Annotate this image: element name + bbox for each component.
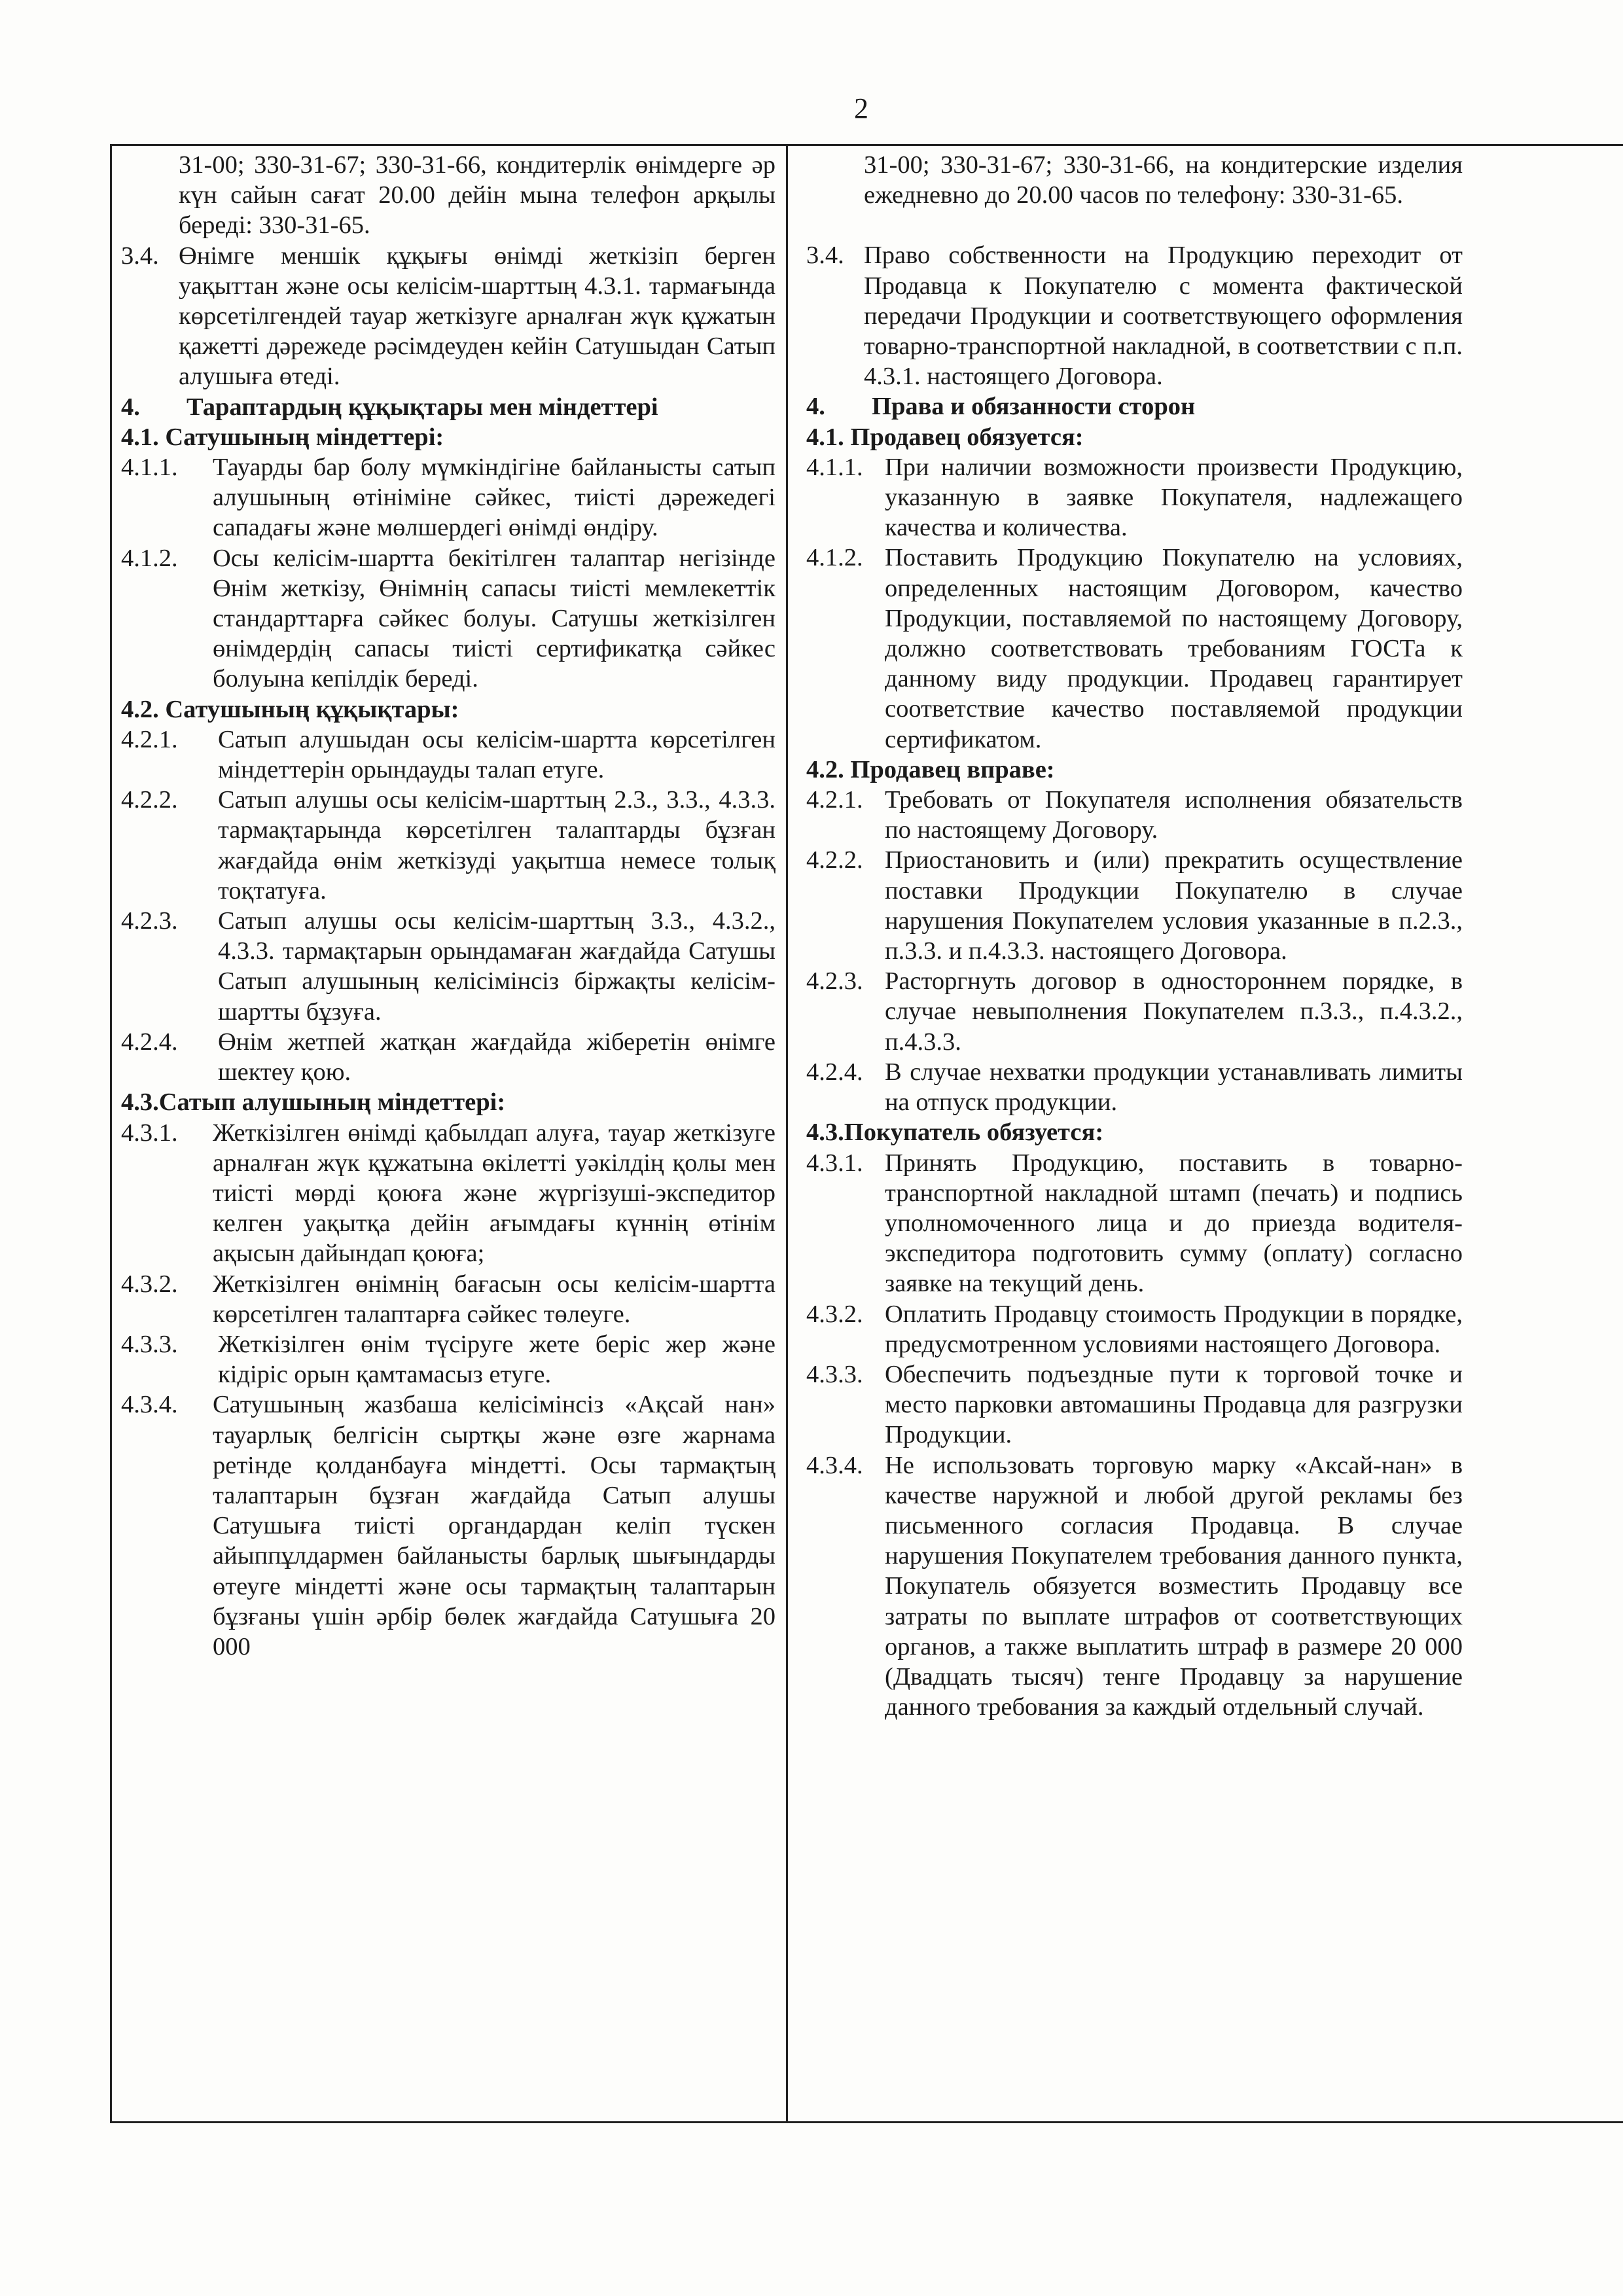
clause-4-3-1-ru: 4.3.1. Принять Продукцию, поставить в товарно-транспортной накладной штамп (печать) и подпись уполномоченного лица и до приезда водителя-экспедитора подготовить сумму (оплату) согласно заявке на текущий день. xyxy=(806,1149,1463,1298)
clause-4-3-4-ru: 4.3.4. Не использовать торговую марку «Аксай-нан» в качестве наружной и любой другой рекламы без письменного согласия Продавца. В случае нарушения Покупателем требования данного пункта, Покупатель обязуется возместить Продавцу все затраты по выплате штрафов от соответствующих органов, а также выплатить штраф в размере 20 000 (Двадцать тысяч) тенге Продавцу за нарушение данного требования за каждый отдельный случай. xyxy=(806,1451,1463,1721)
section-4-1-heading: 4.1. Сатушының міндеттері: xyxy=(121,423,444,451)
clause-4-1-2-ru: 4.1.2. Поставить Продукцию Покупателю на условиях, определенных настоящим Договором, качество Продукции, поставляемой по настоящему Договору, должно соответствовать требованиям ГОСТа к данному виду продукции. Продавец гарантирует соответствие качество поставляемой продукции сертификатом. xyxy=(806,544,1463,753)
kazakh-column xyxy=(112,146,786,2121)
clause-4-3-4: 4.3.4. Сатушының жазбаша келісімінсіз «Ақсай нан» тауарлық белгісін сыртқы және өзге жарнама ретінде қолданбауға міндетті. Осы тармақтың талаптарын бұзған жағдайда Сатып алушы Сатушыға тиісті органдардан келіп түскен айыппұлдармен байланысты барлық шығындарды өтеуге міндетті және осы тармақтың талаптарын бұзғаны үшін әрбір бөлек жағдайда Сатушыға 20 000 xyxy=(121,1391,776,1660)
clause-4-2-1-ru: 4.2.1. Требовать от Покупателя исполнения обязательств по настоящему Договору. xyxy=(806,786,1463,844)
section-4-2-heading: 4.2. Сатушының құқықтары: xyxy=(121,695,459,723)
clause-4-2-3-ru: 4.2.3. Расторгнуть договор в одностороннем порядке, в случае невыполнения Покупателем п.3.3., п.4.3.2., п.4.3.3. xyxy=(806,967,1463,1056)
clause-4-2-2: 4.2.2. Сатып алушы осы келісім-шарттың 2.3., 3.3., 4.3.3. тармақтарында көрсетілген талаптарды бұзған жағдайда өнім жеткізуді уақытша немесе толық тоқтатуға. xyxy=(121,786,776,905)
clause-4-2-1: 4.2.1. Сатып алушыдан осы келісім-шартта көрсетілген міндеттерін орындауды талап етуге. xyxy=(121,725,776,784)
section-4-heading: 4. Тараптардың құқықтары мен міндеттері xyxy=(121,393,658,421)
section-4-heading-ru: 4. Права и обязанности сторон xyxy=(806,393,1196,421)
contract-table xyxy=(110,144,1623,2123)
clause-4-3-3: 4.3.3. Жеткізілген өнім түсіруге жете беріс жер және кідіріс орын қамтамасыз етуге. xyxy=(121,1330,776,1389)
clause-4-2-2-ru: 4.2.2. Приостановить и (или) прекратить осуществление поставки Продукции Покупателю в случае нарушения Покупателем условия указанные в п.2.3., п.3.3. и п.4.3.3. настоящего Договора. xyxy=(806,846,1463,965)
section-4-1-heading-ru: 4.1. Продавец обязуется: xyxy=(806,423,1084,451)
section-4-3-heading: 4.3.Сатып алушының міндеттері: xyxy=(121,1088,506,1117)
clause-4-2-4-ru: 4.2.4. В случае нехватки продукции устанавливать лимиты на отпуск продукции. xyxy=(806,1058,1463,1117)
clause-4-3-1: 4.3.1. Жеткізілген өнімді қабылдап алуға, тауар жеткізуге арналған жүк құжатына өкілетті уәкілдің қолы мен тиісті мөрді қоюға және жүргізуші-экспедитор келген уақытқа дейін ағымдағы күннің өтінім ақысын дайындап қоюға; xyxy=(121,1119,776,1268)
clause-4-2-4: 4.2.4. Өнім жетпей жатқан жағдайда жіберетін өнімге шектеу қою. xyxy=(121,1028,776,1086)
clause-3-3-continuation-ru: 31-00; 330-31-67; 330-31-66, на кондитерские изделия ежедневно до 20.00 часов по телефону: 330-31-65. xyxy=(864,151,1463,209)
clause-3-3-continuation: 31-00; 330-31-67; 330-31-66, кондитерлік өнімдерге әр күн сайын сағат 20.00 дейін мына телефон арқылы береді: 330-31-65. xyxy=(179,151,776,240)
russian-column xyxy=(786,146,1473,2121)
page-number: 2 xyxy=(854,92,868,124)
clause-3-4-ru: 3.4. Право собственности на Продукцию переходит от Продавца к Покупателю с момента фактической передачи Продукции и соответствующего оформления товарно-транспортной накладной, в соответствии с п.п. 4.3.1. настоящего Договора. xyxy=(806,242,1463,391)
clause-4-1-1: 4.1.1. Тауарды бар болу мүмкіндігіне байланысты сатып алушының өтініміне сәйкес, тиісті дәрежедегі сападағы және мөлшердегі өнімді өндіру. xyxy=(121,454,776,542)
clause-4-3-2: 4.3.2. Жеткізілген өнімнің бағасын осы келісім-шартта көрсетілген талаптарға сәйкес төлеуге. xyxy=(121,1270,776,1328)
clause-4-2-3: 4.2.3. Сатып алушы осы келісім-шарттың 3.3., 4.3.2., 4.3.3. тармақтарын орындамаған жағдайда Сатушы Сатып алушының келісімінсіз біржақты келісім-шартты бұзуға. xyxy=(121,907,776,1026)
clause-4-3-3-ru: 4.3.3. Обеспечить подъездные пути к торговой точке и место парковки автомашины Продавца для разгрузки Продукции. xyxy=(806,1360,1463,1449)
clause-4-1-2: 4.1.2. Осы келісім-шартта бекітілген талаптар негізінде Өнім жеткізу, Өнімнің сапасы тиісті мемлекеттік стандарттарға сәйкес болуы. Сатушы жеткізілген өнімдердің сапасы тиісті сертификатқа сәйкес болуына кепілдік береді. xyxy=(121,544,776,693)
clause-4-3-2-ru: 4.3.2. Оплатить Продавцу стоимость Продукции в порядке, предусмотренном условиями настоящего Договора. xyxy=(806,1300,1463,1358)
clause-4-1-1-ru: 4.1.1. При наличии возможности произвести Продукцию, указанную в заявке Покупателя, надлежащего качества и количества. xyxy=(806,453,1463,542)
section-4-2-heading-ru: 4.2. Продавец вправе: xyxy=(806,755,1055,783)
clause-3-4: 3.4. Өнімге меншік құқығы өнімді жеткізіп берген уақыттан және осы келісім-шарттың 4.3.1. тармағында көрсетілгендей тауар жеткізуге арналған жүк құжатын қажетті дәрежеде рәсімдеуден кейін Сатушыдан Сатып алушыға өтеді. xyxy=(121,242,776,391)
section-4-3-heading-ru: 4.3.Покупатель обязуется: xyxy=(806,1119,1104,1147)
